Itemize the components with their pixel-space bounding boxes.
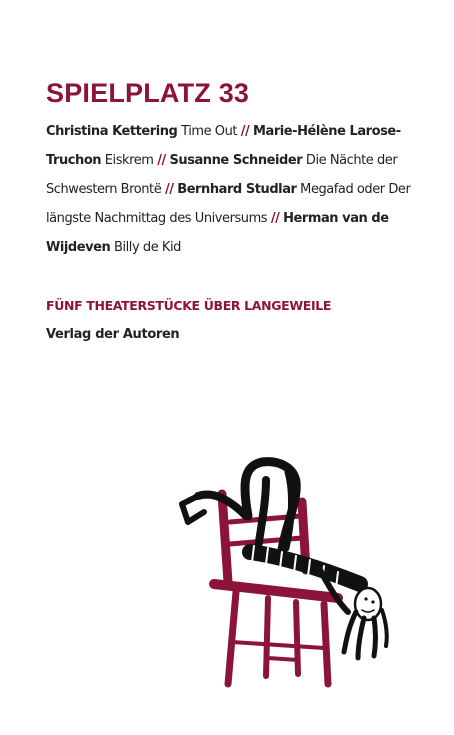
play-author: Herman van de Wijdeven (46, 211, 389, 255)
play-author: Marie-Hélène Larose-Truchon (46, 124, 401, 168)
publisher-name: Verlag der Autoren (46, 327, 180, 342)
separator: // (164, 182, 174, 197)
play-author: Susanne Schneider (169, 153, 303, 168)
play-title: Die Nächte der Schwestern Brontë (46, 153, 398, 197)
play-author: Christina Kettering (46, 124, 178, 139)
play-author: Bernhard Studlar (177, 182, 297, 197)
play-title: Billy de Kid (114, 240, 181, 255)
head (344, 588, 387, 658)
play-title: Eiskrem (104, 153, 154, 168)
separator: // (270, 211, 280, 226)
separator: // (157, 153, 166, 168)
play-title: Megafad oder Der längste Nachmittag des Universums (46, 182, 411, 226)
book-title: SPIELPLATZ 33 (46, 78, 250, 108)
play-list (46, 117, 422, 262)
chair-with-upside-down-figure-icon (170, 452, 400, 692)
separator: // (240, 124, 250, 139)
chair (214, 494, 338, 684)
book-subtitle: FÜNF THEATERSTÜCKE ÜBER LANGEWEILE (46, 298, 332, 313)
play-title: Time Out (181, 124, 238, 139)
